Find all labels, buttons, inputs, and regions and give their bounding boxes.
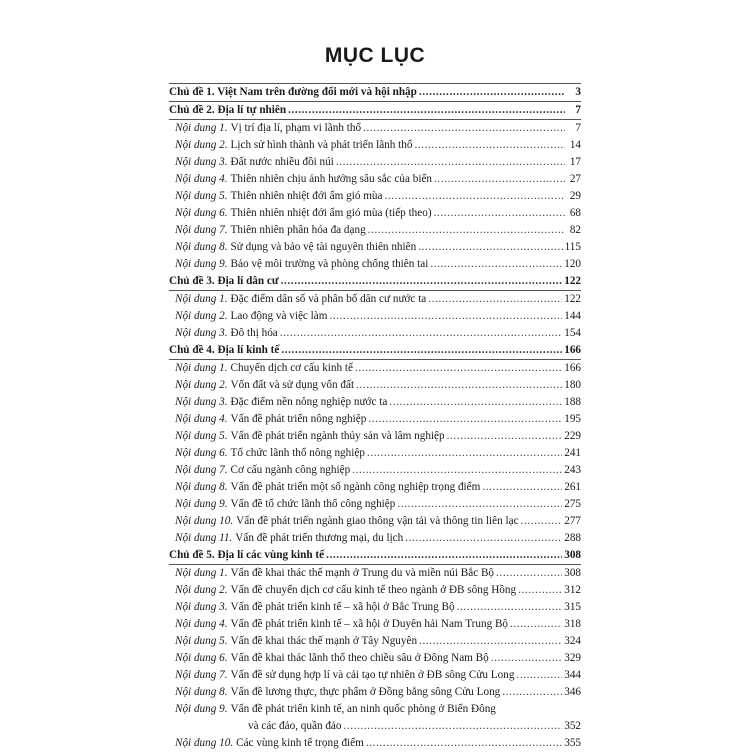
toc-item-row — [169, 291, 581, 308]
toc-item-row — [169, 616, 581, 633]
toc-item-row — [169, 171, 581, 188]
toc-leader-dots — [418, 239, 562, 256]
toc-leader-dots — [434, 171, 565, 188]
toc-page-number: 154 — [564, 327, 581, 339]
toc-leader-dots — [280, 325, 562, 342]
toc-entry-text: Vấn đề khai thác thế mạnh ở Tây Nguyên — [230, 635, 418, 647]
toc-page-number: 122 — [564, 275, 581, 287]
toc-item-row — [169, 308, 581, 325]
toc-entry-text: Đô thị hóa — [230, 327, 278, 339]
toc-item-row — [169, 582, 581, 599]
toc-entry-text: Sử dụng và bảo vệ tài nguyên thiên nhiên — [230, 241, 417, 253]
toc-item-row — [169, 633, 581, 650]
toc-item-row — [169, 479, 581, 496]
toc-item-prefix: Nội dung 8. — [175, 686, 228, 698]
toc-page-number: 277 — [564, 515, 581, 527]
toc-item-prefix: Nội dung 5. — [175, 635, 228, 647]
toc-entry-text: Vấn đề phát triển ngành giao thông vận tải và thông tin liên lạc — [236, 515, 519, 527]
toc-item-row — [169, 222, 581, 239]
toc-page-number: 315 — [564, 601, 581, 613]
toc-leader-dots — [288, 102, 565, 119]
toc-page-number: 188 — [564, 396, 581, 408]
toc-item-prefix: Nội dung 5. — [175, 430, 228, 442]
toc-page-number: 195 — [564, 413, 581, 425]
toc-item-row — [169, 650, 581, 667]
page-title: MỤC LỤC — [324, 44, 426, 67]
toc-leader-dots — [447, 428, 563, 445]
toc-page-number: 68 — [569, 207, 581, 219]
toc-item-prefix: Nội dung 7. — [175, 464, 228, 476]
toc-item-row — [169, 599, 581, 616]
toc-item-prefix: Nội dung 7. — [175, 224, 228, 236]
toc-item-prefix: Nội dung 2. — [175, 310, 228, 322]
toc-item-row — [169, 428, 581, 445]
toc-leader-dots — [496, 565, 562, 582]
toc-page-number: 346 — [564, 686, 581, 698]
toc-leader-dots — [329, 308, 562, 325]
toc-item-row — [169, 735, 581, 752]
toc-entry-text: Thiên nhiên chịu ảnh hưởng sâu sắc của biển — [230, 173, 433, 185]
toc-entry-text: Lao động và việc làm — [230, 310, 328, 322]
toc-page-number: 82 — [569, 224, 581, 236]
toc-item-row — [169, 718, 581, 735]
toc-entry-text: Vấn đề phát triển ngành thủy sản và lâm nghiệp — [230, 430, 445, 442]
toc-entry-text: Đặc điểm dân số và phân bố dân cư nước ta — [230, 293, 427, 305]
toc-leader-dots — [419, 633, 562, 650]
toc-item-prefix: Nội dung 6. — [175, 447, 228, 459]
toc-item-prefix: Nội dung 9. — [175, 258, 228, 270]
toc-entry-text: Vấn đề phát triển một số ngành công nghiệp trọng điểm — [230, 481, 481, 493]
toc-page-number: 329 — [564, 652, 581, 664]
toc-leader-dots — [397, 496, 562, 513]
toc-entry-text: Vấn đề phát triển kinh tế, an ninh quốc phòng ở Biển Đông — [230, 703, 496, 715]
toc-entry-text: Chủ đề 5. Địa lí các vùng kinh tế — [169, 549, 325, 561]
toc-item-prefix: Nội dung 9. — [175, 498, 228, 510]
toc-item-row — [169, 513, 581, 530]
toc-entry-text: Vấn đề lương thực, thực phẩm ở Đồng bằng sông Cửu Long — [230, 686, 501, 698]
toc-item-prefix: Nội dung 1. — [175, 293, 228, 305]
toc-leader-dots — [352, 462, 562, 479]
toc-item-row — [169, 701, 581, 718]
toc-item-row — [169, 667, 581, 684]
toc-item-prefix: Nội dung 10. — [175, 737, 234, 749]
table-of-contents — [169, 83, 581, 752]
toc-item-row — [169, 496, 581, 513]
toc-page-number: 180 — [564, 379, 581, 391]
toc-item-prefix: Nội dung 1. — [175, 362, 228, 374]
toc-page-number: 261 — [564, 481, 581, 493]
toc-entry-text: Vấn đề khai thác lãnh thổ theo chiều sâu ở Đông Nam Bộ — [230, 652, 489, 664]
toc-entry-text: Vấn đề khai thác thế mạnh ở Trung du và miền núi Bắc Bộ — [230, 567, 495, 579]
toc-entry-text: Các vùng kinh tế trọng điểm — [236, 737, 364, 749]
toc-item-prefix: Nội dung 4. — [175, 618, 228, 630]
toc-item-prefix: Nội dung 10. — [175, 515, 234, 527]
toc-page-number: 14 — [569, 139, 581, 151]
toc-item-row — [169, 256, 581, 273]
toc-page-number: 120 — [564, 258, 581, 270]
toc-entry-text: Bảo vệ môi trường và phòng chống thiên tai — [230, 258, 429, 270]
toc-leader-dots — [510, 616, 562, 633]
toc-leader-dots — [356, 377, 562, 394]
toc-leader-dots — [367, 445, 562, 462]
toc-item-row — [169, 325, 581, 342]
toc-page-number: 318 — [564, 618, 581, 630]
toc-leader-dots — [344, 718, 563, 735]
toc-page-number: 288 — [564, 532, 581, 544]
toc-entry-text: Vấn đề phát triển nông nghiệp — [230, 413, 367, 425]
toc-item-prefix: Nội dung 3. — [175, 396, 228, 408]
toc-item-row — [169, 137, 581, 154]
toc-page-number: 29 — [569, 190, 581, 202]
toc-item-prefix: Nội dung 6. — [175, 207, 228, 219]
toc-entry-text: Chủ đề 1. Việt Nam trên đường đổi mới và hội nhập — [169, 86, 417, 98]
toc-item-row — [169, 462, 581, 479]
toc-entry-text: Tổ chức lãnh thổ nông nghiệp — [230, 447, 365, 459]
toc-leader-dots — [516, 667, 562, 684]
toc-page-number: 308 — [564, 567, 581, 579]
toc-leader-dots — [355, 360, 562, 377]
toc-leader-dots — [368, 222, 565, 239]
toc-leader-dots — [428, 291, 562, 308]
toc-item-row — [169, 360, 581, 377]
toc-leader-dots — [518, 582, 562, 599]
toc-entry-text: Thiên nhiên phân hóa đa dạng — [230, 224, 366, 236]
toc-leader-dots — [336, 154, 565, 171]
toc-leader-dots — [502, 684, 562, 701]
toc-entry-text: Cơ cấu ngành công nghiệp — [230, 464, 351, 476]
toc-item-prefix: Nội dung 2. — [175, 379, 228, 391]
toc-item-prefix: Nội dung 3. — [175, 156, 228, 168]
toc-item-prefix: Nội dung 1. — [175, 567, 228, 579]
toc-entry-text: Vấn đề chuyển dịch cơ cấu kinh tế theo ngành ở ĐB sông Hồng — [230, 584, 517, 596]
toc-entry-text: và các đảo, quần đảo — [248, 720, 342, 732]
toc-page-number: 312 — [564, 584, 581, 596]
toc-leader-dots — [326, 547, 562, 564]
toc-leader-dots — [434, 205, 565, 222]
toc-entry-text: Đất nước nhiều đồi núi — [230, 156, 334, 168]
toc-page-number: 166 — [564, 362, 581, 374]
toc-item-prefix: Nội dung 2. — [175, 584, 228, 596]
toc-entry-text: Chủ đề 2. Địa lí tự nhiên — [169, 104, 287, 116]
toc-page-number: 7 — [575, 104, 581, 116]
toc-entry-text: Vấn đề phát triển thương mại, du lịch — [235, 532, 404, 544]
toc-page-number: 324 — [564, 635, 581, 647]
toc-chapter-row — [169, 102, 581, 120]
toc-leader-dots — [414, 137, 565, 154]
toc-item-row — [169, 565, 581, 582]
toc-page-number: 122 — [564, 293, 581, 305]
toc-item-prefix: Nội dung 7. — [175, 669, 228, 681]
toc-entry-text: Vốn đất và sử dụng vốn đất — [230, 379, 355, 391]
toc-page-number: 355 — [564, 737, 581, 749]
toc-entry-text: Vấn đề phát triển kinh tế – xã hội ở Bắc Trung Bộ — [230, 601, 455, 613]
toc-entry-text: Thiên nhiên nhiệt đới ẩm gió mùa (tiếp theo) — [230, 207, 432, 219]
toc-item-row — [169, 530, 581, 547]
toc-leader-dots — [491, 650, 562, 667]
toc-entry-text: Lịch sử hình thành và phát triển lãnh thổ — [230, 139, 413, 151]
toc-leader-dots — [281, 273, 563, 290]
toc-chapter-row — [169, 84, 581, 102]
toc-entry-text: Vấn đề sử dụng hợp lí và cải tạo tự nhiên ở ĐB sông Cửu Long — [230, 669, 515, 681]
toc-item-row — [169, 239, 581, 256]
toc-page-number: 241 — [564, 447, 581, 459]
toc-page-number: 344 — [564, 669, 581, 681]
toc-leader-dots — [366, 735, 562, 752]
toc-item-prefix: Nội dung 3. — [175, 327, 228, 339]
toc-leader-dots — [384, 188, 565, 205]
toc-leader-dots — [482, 479, 562, 496]
toc-page-number: 352 — [564, 720, 581, 732]
toc-leader-dots — [405, 530, 562, 547]
toc-chapter-row — [169, 547, 581, 565]
toc-item-prefix: Nội dung 6. — [175, 652, 228, 664]
toc-leader-dots — [389, 394, 562, 411]
toc-leader-dots — [457, 599, 563, 616]
toc-leader-dots — [363, 120, 565, 137]
toc-item-prefix: Nội dung 8. — [175, 241, 228, 253]
toc-item-row — [169, 205, 581, 222]
toc-item-row — [169, 377, 581, 394]
toc-page-number: 7 — [575, 122, 581, 134]
toc-entry-text: Vấn đề tổ chức lãnh thổ công nghiệp — [230, 498, 396, 510]
toc-page-number: 243 — [564, 464, 581, 476]
toc-item-prefix: Nội dung 8. — [175, 481, 228, 493]
toc-page-number: 27 — [569, 173, 581, 185]
toc-item-prefix: Nội dung 1. — [175, 122, 228, 134]
toc-item-prefix: Nội dung 4. — [175, 173, 228, 185]
toc-page-number: 308 — [564, 549, 581, 561]
toc-page-number: 115 — [564, 241, 581, 253]
toc-leader-dots — [521, 513, 563, 530]
toc-entry-text: Chuyển dịch cơ cấu kinh tế — [230, 362, 353, 374]
toc-item-prefix: Nội dung 11. — [175, 532, 233, 544]
toc-chapter-row — [169, 342, 581, 360]
toc-item-row — [169, 120, 581, 137]
toc-leader-dots — [281, 342, 562, 359]
toc-entry-text: Chủ đề 3. Địa lí dân cư — [169, 275, 279, 287]
toc-page-number: 229 — [564, 430, 581, 442]
toc-entry-text: Đặc điểm nền nông nghiệp nước ta — [230, 396, 388, 408]
toc-entry-text: Chủ đề 4. Địa lí kinh tế — [169, 344, 280, 356]
toc-page-number: 17 — [569, 156, 581, 168]
toc-leader-dots — [430, 256, 562, 273]
toc-item-row — [169, 445, 581, 462]
toc-item-prefix: Nội dung 2. — [175, 139, 228, 151]
toc-item-prefix: Nội dung 4. — [175, 413, 228, 425]
toc-entry-text: Vị trí địa lí, phạm vi lãnh thổ — [230, 122, 362, 134]
toc-entry-text: Vấn đề phát triển kinh tế – xã hội ở Duyên hải Nam Trung Bộ — [230, 618, 509, 630]
toc-item-row — [169, 188, 581, 205]
toc-item-row — [169, 411, 581, 428]
toc-page-number: 275 — [564, 498, 581, 510]
toc-item-row — [169, 684, 581, 701]
toc-chapter-row — [169, 273, 581, 291]
toc-page-number: 3 — [575, 86, 581, 98]
toc-item-prefix: Nội dung 3. — [175, 601, 228, 613]
toc-entry-text: Thiên nhiên nhiệt đới ẩm gió mùa — [230, 190, 383, 202]
toc-item-prefix: Nội dung 5. — [175, 190, 228, 202]
toc-page-number: 166 — [564, 344, 581, 356]
toc-item-row — [169, 154, 581, 171]
toc-leader-dots — [368, 411, 562, 428]
toc-item-prefix: Nội dung 9. — [175, 703, 228, 715]
toc-page-number: 144 — [564, 310, 581, 322]
toc-leader-dots — [419, 84, 565, 101]
toc-item-row — [169, 394, 581, 411]
